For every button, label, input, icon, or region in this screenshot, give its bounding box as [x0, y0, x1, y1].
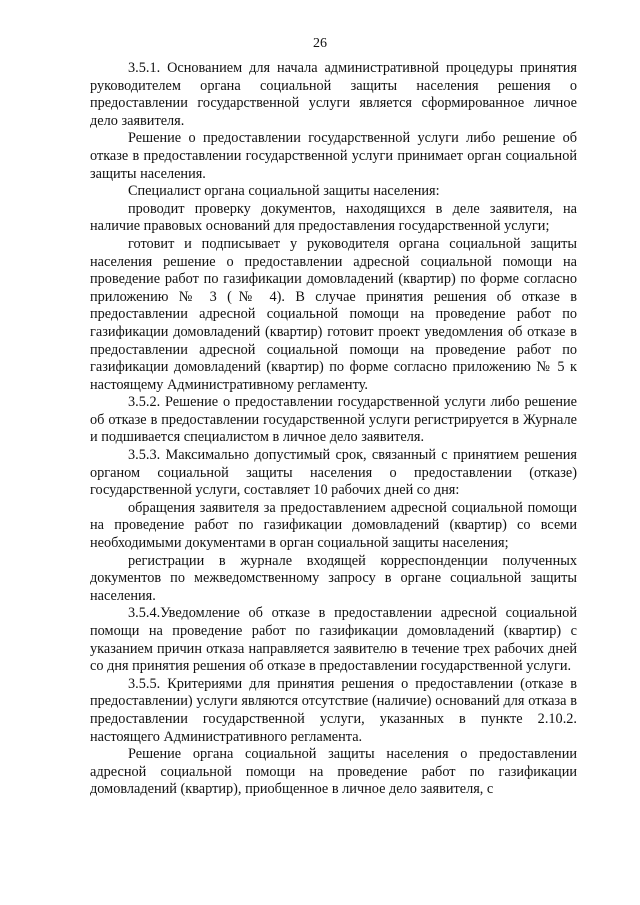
paragraph-application: обращения заявителя за предоставлением адресной социальной помощи на проведение работ по газификации домовладений (квартир) со всеми необходимыми документами в орган социальной защиты населения;: [90, 499, 577, 552]
paragraph-prepare-decision: готовит и подписывает у руководителя органа социальной защиты населения решение о предоставлении адресной социальной помощи на проведение работ по газификации домовладений (квартир) по форме согласно приложению № 3 (№ 4). В случае принятия решения об отказе в предоставлении адресной социальной помощи на проведение работ по газификации домовладений (квартир) готовит проект уведомления об отказе в предоставлении адресной социальной помощи на проведение работ по газификации домовладений (квартир) по форме согласно приложению № 5 к настоящему Административному регламенту.: [90, 235, 577, 393]
paragraph-check-documents: проводит проверку документов, находящихся в деле заявителя, на наличие правовых оснований для предоставления государственной услуги;: [90, 200, 577, 235]
paragraph-3-5-2: 3.5.2. Решение о предоставлении государственной услуги либо решение об отказе в предоставлении государственной услуги регистрируется в Журнале и подшивается специалистом в личное дело заявителя.: [90, 394, 577, 446]
paragraph-3-5-1: 3.5.1. Основанием для начала административной процедуры принятия руководителем органа социальной защиты населения решения о предоставлении государственной услуги является сформированное личное дело заявителя.: [90, 60, 577, 129]
paragraph-3-5-5: 3.5.5. Критериями для принятия решения о предоставлении (отказе в предоставлении) услуги являются отсутствие (наличие) оснований для отказа в предоставлении государственной услуги, указанных в пункте 2.10.2. настоящего Административного регламента.: [90, 675, 577, 745]
document-body: [90, 60, 577, 799]
paragraph-3-5-3: 3.5.3. Максимально допустимый срок, связанный с принятием решения органом социальной защиты населения о предоставлении (отказе) государственной услуги, составляет 10 рабочих дней со дня:: [90, 447, 577, 499]
paragraph-3-5-4: 3.5.4.Уведомление об отказе в предоставлении адресной социальной помощи на проведение работ по газификации домовладений (квартир) с указанием причин отказа направляется заявителю в течение трех рабочих дней со дня принятия решения об отказе в предоставлении государственной услуги.: [90, 605, 577, 675]
paragraph-registration: регистрации в журнале входящей корреспонденции полученных документов по межведомственному запросу в органе социальной защиты населения.: [90, 552, 577, 604]
paragraph-specialist: Специалист органа социальной защиты населения:: [128, 183, 440, 200]
paragraph-decision: Решение о предоставлении государственной услуги либо решение об отказе в предоставлении государственной услуги принимает орган социальной защиты населения.: [90, 130, 577, 182]
paragraph-final-decision: Решение органа социальной защиты населения о предоставлении адресной социальной помощи на проведение работ по газификации домовладений (квартир), приобщенное в личное дело заявителя, с: [90, 746, 577, 798]
page-number: 26: [313, 36, 327, 51]
